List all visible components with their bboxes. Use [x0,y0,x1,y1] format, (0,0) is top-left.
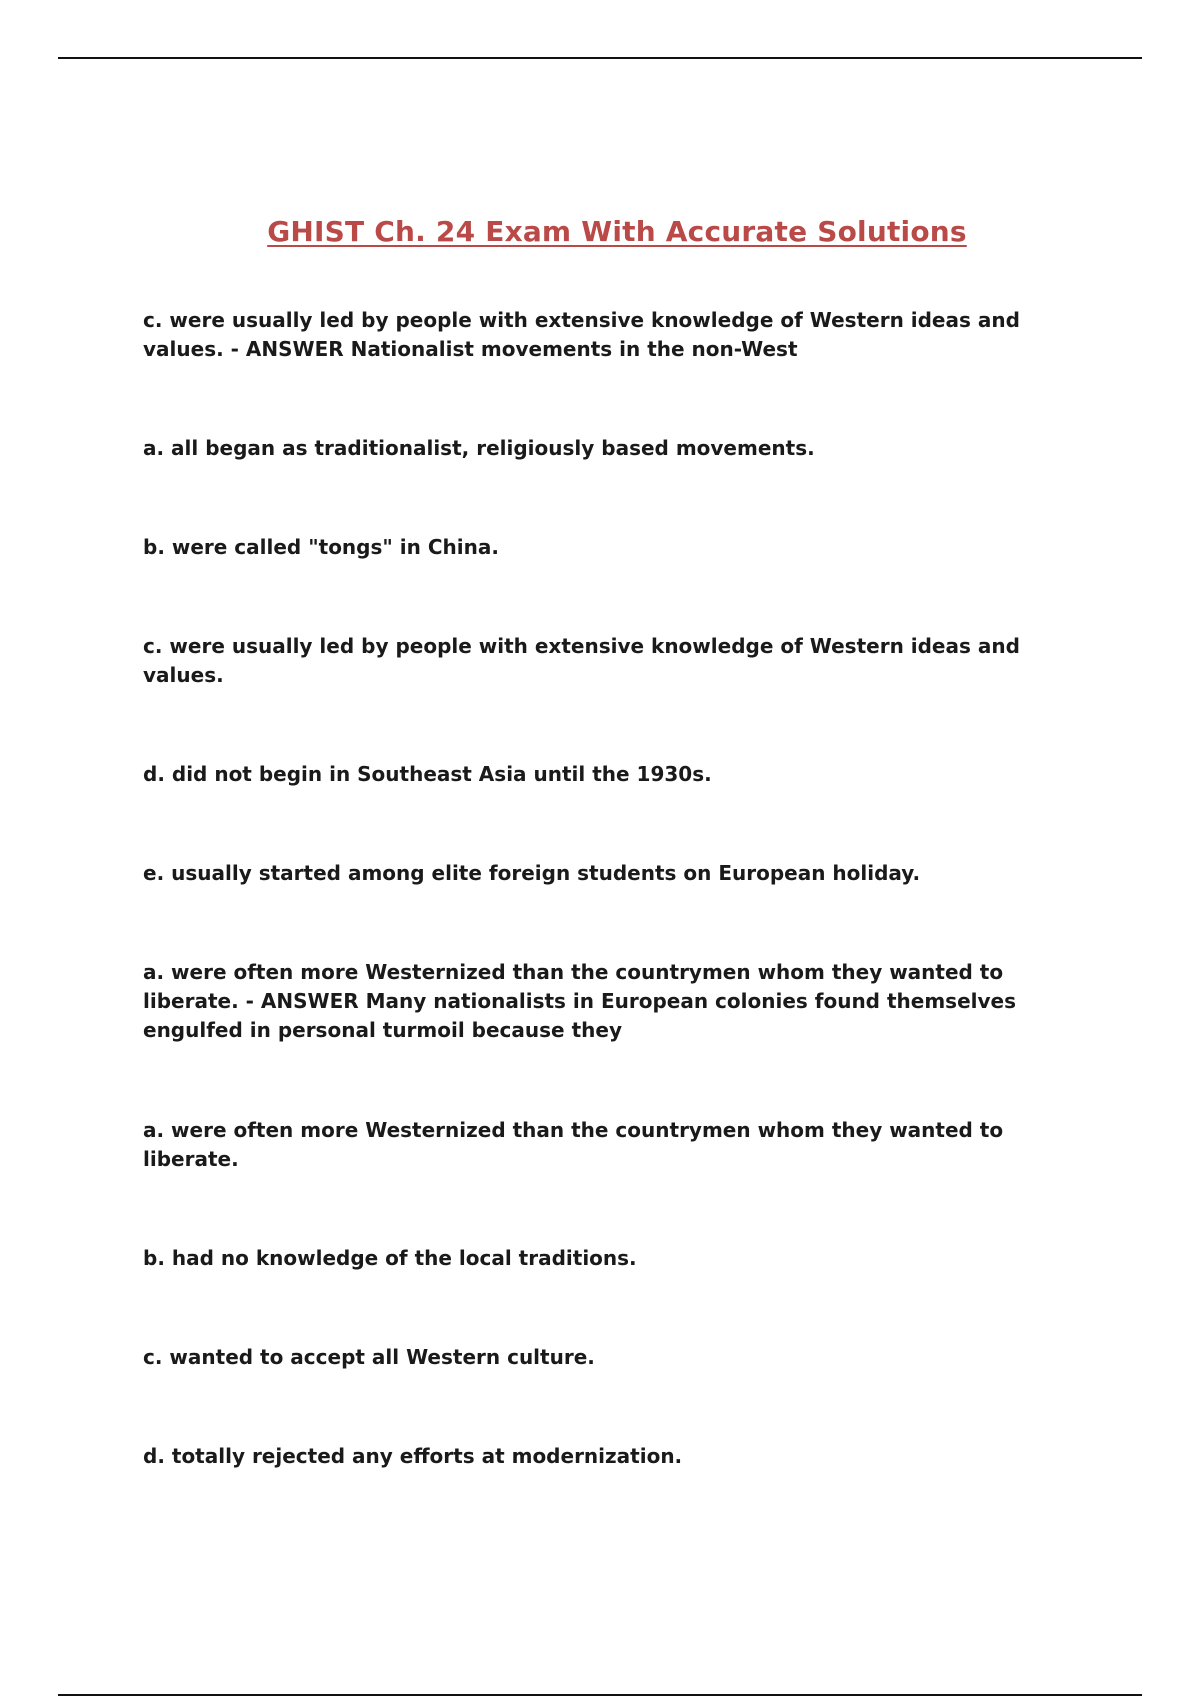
qa-item-2: a. all began as traditionalist, religiously based movements. [143,436,815,460]
qa-item-9: b. had no knowledge of the local traditions. [143,1246,637,1270]
document-body [143,306,1103,1471]
qa-item-11: d. totally rejected any efforts at modernization. [143,1444,683,1468]
qa-item-5: d. did not begin in Southeast Asia until the 1930s. [143,762,712,786]
qa-item-10: c. wanted to accept all Western culture. [143,1345,595,1369]
qa-item-8: a. were often more Westernized than the countrymen whom they wanted to liberate. [143,1118,1004,1171]
qa-item-7: a. were often more Westernized than the countrymen whom they wanted to liberate. - ANSWER Many nationalists in European colonies found themselves engulfed in personal turmoil because they [143,960,1016,1042]
qa-item-6: e. usually started among elite foreign students on European holiday. [143,861,921,885]
qa-item-1: c. were usually led by people with extensive knowledge of Western ideas and values. - ANSWER Nationalist movements in the non-West [143,308,1020,361]
qa-item-3: b. were called "tongs" in China. [143,535,499,559]
document-title: GHIST Ch. 24 Exam With Accurate Solutions [267,214,967,248]
bottom-divider [58,1694,1142,1696]
qa-item-4: c. were usually led by people with extensive knowledge of Western ideas and values. [143,634,1020,687]
top-divider [58,57,1142,59]
